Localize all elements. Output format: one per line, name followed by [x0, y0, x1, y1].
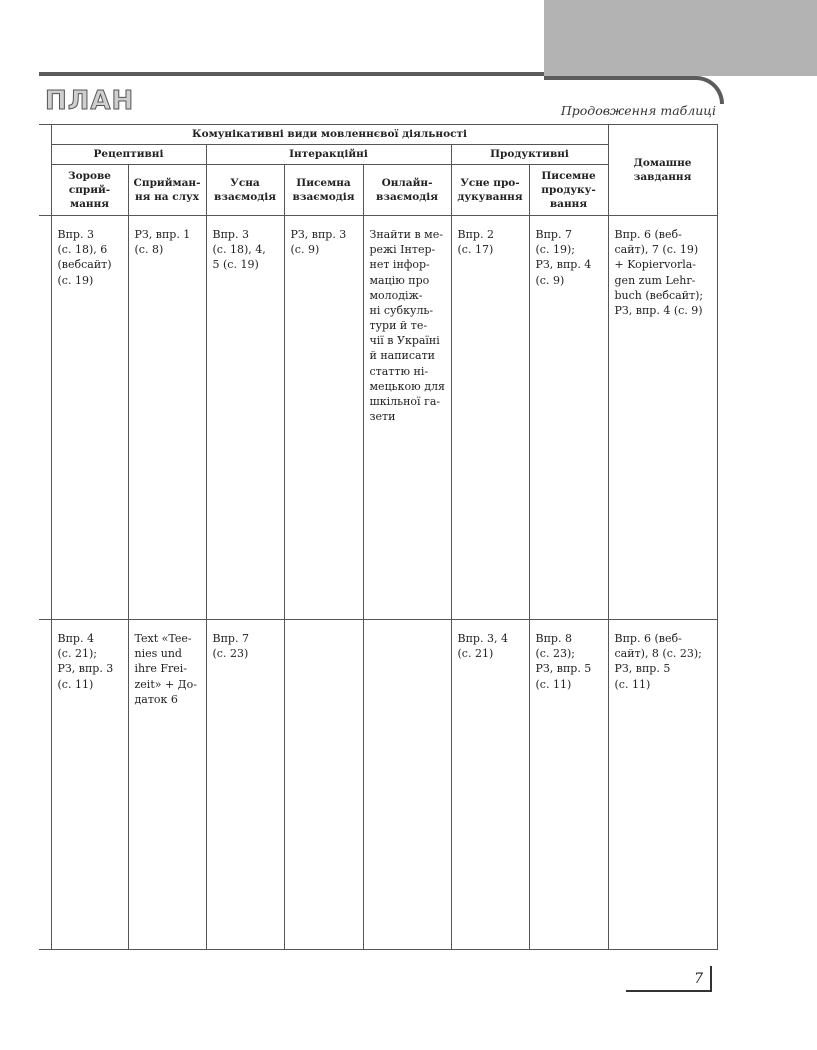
table-cell: РЗ, впр. 3 (с. 9) [284, 216, 363, 620]
table-row [39, 620, 717, 950]
table-cell: Впр. 7 (с. 23) [206, 620, 284, 950]
table-cell: Впр. 8 (с. 23); РЗ, впр. 5 (с. 11) [529, 620, 608, 950]
column-header: Усна взаємодія [206, 165, 284, 216]
page-number: 7 [626, 966, 712, 992]
category-receptive: Рецептивні [51, 145, 206, 165]
homework-cell: Впр. 6 (веб- сайт), 7 (с. 19) + Kopiervorla- gen zum Lehr- buch (вебсайт); РЗ, впр. 4 (с. 9) [608, 216, 717, 620]
table-cell [363, 620, 451, 950]
column-header: Сприйман-ня на слух [128, 165, 206, 216]
homework-header: Домашне завдання [608, 125, 717, 216]
category-productive: Продуктивні [451, 145, 608, 165]
table-cell: Text «Tee- nies und ihre Frei- zeit» + До- даток 6 [128, 620, 206, 950]
column-header: Усне про-дукування [451, 165, 529, 216]
table-cell: Впр. 3 (с. 18), 6 (вебсайт) (с. 19) [51, 216, 128, 620]
continuation-note: Продовження таблиці [560, 103, 716, 118]
table-cell: Впр. 3, 4 (с. 21) [451, 620, 529, 950]
table-cell: Впр. 2 (с. 17) [451, 216, 529, 620]
table-cell: Знайти в ме- режі Інтер- нет інфор- мацію про молодіж- ні субкуль- тури й те- чії в Україні й написати статтю ні- мецькою для шкільної га- зети [363, 216, 451, 620]
column-header: Онлайн-взаємодія [363, 165, 451, 216]
row-margin-cell [39, 620, 51, 950]
plan-table [39, 124, 718, 950]
table-row [39, 216, 717, 620]
column-header: Писемне продуку-вання [529, 165, 608, 216]
page-title: ПЛАН [45, 86, 135, 116]
row-margin-cell [39, 216, 51, 620]
category-interactive: Інтеракційні [206, 145, 451, 165]
column-header: Писемна взаємодія [284, 165, 363, 216]
header-gray-block [544, 0, 817, 76]
header-curve [544, 76, 724, 104]
left-margin-cell [39, 125, 51, 216]
activity-types-header: Комунікативні види мовленнєвої діяльності [51, 125, 608, 145]
header-rule [39, 72, 544, 76]
column-header: Зорове сприй-мання [51, 165, 128, 216]
table-cell: Впр. 7 (с. 19); РЗ, впр. 4 (с. 9) [529, 216, 608, 620]
header-row-top [39, 125, 717, 145]
table-cell: РЗ, впр. 1 (с. 8) [128, 216, 206, 620]
homework-cell: Впр. 6 (веб- сайт), 8 (с. 23); РЗ, впр. 5 (с. 11) [608, 620, 717, 950]
table-cell [284, 620, 363, 950]
table-cell: Впр. 4 (с. 21); РЗ, впр. 3 (с. 11) [51, 620, 128, 950]
table-cell: Впр. 3 (с. 18), 4, 5 (с. 19) [206, 216, 284, 620]
